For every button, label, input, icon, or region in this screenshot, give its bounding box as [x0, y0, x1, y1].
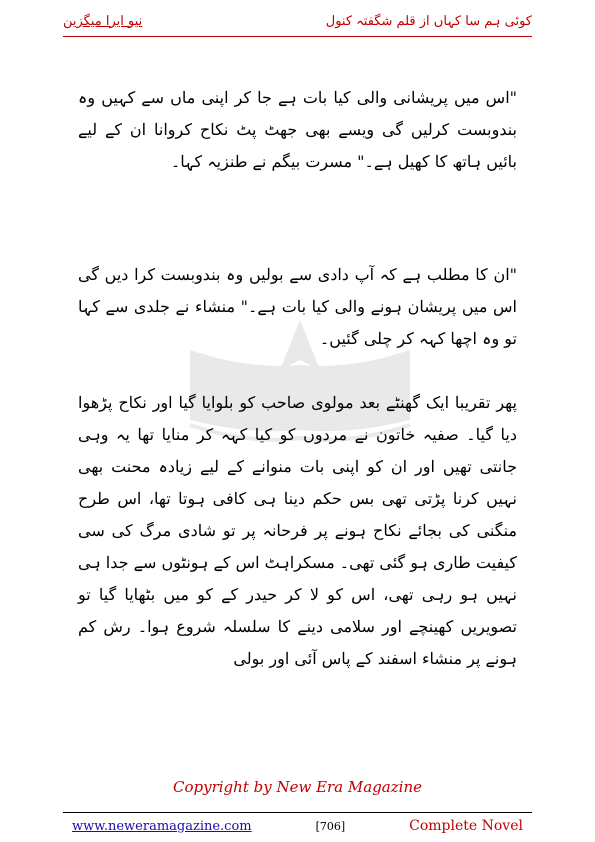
page-footer	[72, 817, 523, 835]
paragraph: "اس میں پریشانی والی کیا بات ہے جا کر اپنی ماں سے کہیں وہ بندوبست کرلیں گی ویسے بھی جھٹ پٹ نکاح کروانا ان کے لیے بائیں ہاتھ کا کھیل ہے۔" مسرت بیگم نے طنزیہ کہا۔	[78, 88, 517, 171]
header-divider	[63, 36, 532, 37]
paragraph: "ان کا مطلب ہے کہ آپ دادی سے بولیں وہ بندوبست کرا دیں گی اس میں پریشان ہونے والی کیا بات ہے۔" منشاء نے جلدی سے کہا تو وہ اچھا کہہ کر چلی گئیں۔	[78, 265, 517, 348]
page-header	[63, 8, 532, 34]
copyright-notice: Copyright by New Era Magazine	[173, 778, 422, 796]
footer-divider	[63, 812, 532, 813]
novel-title: کوئی ہم سا کہاں از قلم شگفتہ کنول	[325, 13, 532, 29]
novel-type-label: Complete Novel	[409, 818, 523, 834]
magazine-name-link[interactable]: نیو ایرا میگزین	[63, 13, 143, 29]
website-link[interactable]: www.neweramagazine.com	[72, 818, 252, 834]
paragraph: پھر تقریبا ایک گھنٹے بعد مولوی صاحب کو بلوایا گیا اور نکاح پڑھوا دیا گیا۔ صفیہ خاتون نے مردوں کو کیا کہہ کر منایا تھا یہ وہی جانتی تھیں اور ان کو اپنی بات منوانے کے لیے زیادہ محنت بھی نہیں کرنا پڑتی تھی بس حکم دینا ہی کافی ہوتا تھا، اس طرح منگنی کی بجائے نکاح ہونے پر فرحانہ پر تو شادی مرگ کی سی کیفیت طاری ہو گئی تھی۔ مسکراہٹ اس کے ہونٹوں سے جدا ہی نہیں ہو رہی تھی، اس کو لا کر حیدر کے کو میں بٹھایا گیا تو تصویریں کھینچے اور سلامی دینے کا سلسلہ شروع ہوا۔ رش کم ہونے پر منشاء اسفند کے پاس آئی اور بولی	[77, 393, 518, 668]
page-number: [706]	[315, 819, 346, 833]
